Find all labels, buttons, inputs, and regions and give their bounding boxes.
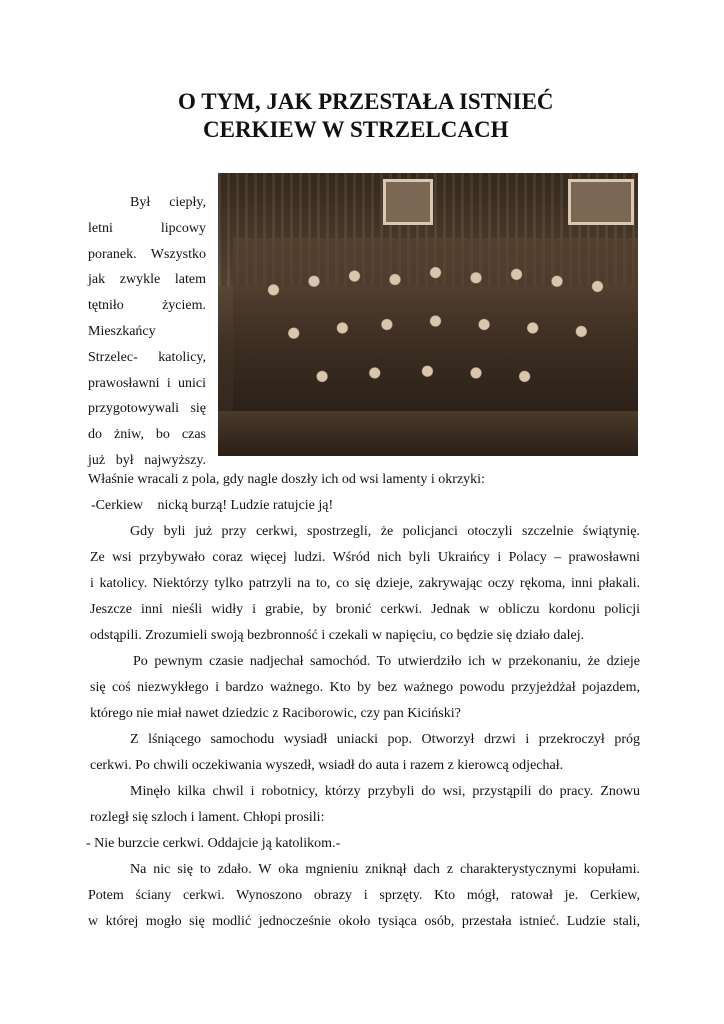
body-line: Właśnie wracali z pola, gdy nagle doszły ich od wsi lamenty i okrzyki: <box>88 472 485 487</box>
body-line: się coś niezwykłego i bardzo ważnego. Kto by bez ważnego powodu przyjeżdżał pojazdem, <box>90 680 640 695</box>
body-line: - Nie burzcie cerkwi. Oddajcie ją katolikom.- <box>86 836 341 851</box>
body-line: rozległ się szloch i lament. Chłopi prosili: <box>90 810 325 825</box>
side-line: Strzelec- katolicy, <box>88 349 206 365</box>
body-line: Gdy byli już przy cerkwi, spostrzegli, że policjanci otoczyli szczelnie świątynię. <box>130 524 640 539</box>
body-line: Po pewnym czasie nadjechał samochód. To utwierdziło ich w przekonaniu, że dzieje <box>133 654 640 669</box>
side-line: przygotowywali się <box>88 401 206 417</box>
photo-window <box>383 179 433 225</box>
body-line: Potem ściany cerkwi. Wynoszono obrazy i sprzęty. Kto mógł, ratował je. Cerkiew, <box>88 888 640 903</box>
body-line: Na nic się to zdało. W oka mgnieniu zniknął dach z charakterystycznymi kopułami. <box>130 862 640 877</box>
side-line: do żniw, bo czas <box>88 427 206 443</box>
photo-crowd <box>233 238 638 411</box>
photo-ground <box>218 411 638 456</box>
side-line: tętniło życiem. <box>88 298 206 314</box>
body-line: Jeszcze inni nieśli widły i grabie, by bronić cerkwi. Jednak w obliczu kordonu policji <box>90 602 640 617</box>
group-photo <box>218 173 638 456</box>
body-line: i katolicy. Niektórzy tylko patrzyli na to, co się dzieje, zakrywając oczy rękoma, inni płakali. <box>90 576 640 591</box>
side-paragraph <box>88 190 206 474</box>
side-line: już był najwyższy. <box>88 452 206 468</box>
body-line: Z lśniącego samochodu wysiadł uniacki pop. Otworzył drzwi i przekroczył próg <box>130 732 640 747</box>
body-line: Ze wsi przybywało coraz więcej ludzi. Wśród nich byli Ukraińcy i Polacy – prawosławni <box>90 550 640 565</box>
body-line: w której mogło się modlić jednocześnie około tysiąca osób, przestała istnieć. Ludzie stali, <box>88 914 640 929</box>
photo-window <box>568 179 634 225</box>
body-line: którego nie miał nawet dziedzic z Raciborowic, czy pan Kiciński? <box>90 706 461 721</box>
title-line-2: CERKIEW W STRZELCACH <box>203 117 509 142</box>
side-line: poranek. Wszystko <box>88 246 206 262</box>
body-line: cerkwi. Po chwili oczekiwania wyszedł, wsiadł do auta i razem z kierowcą odjechał. <box>90 758 564 773</box>
body-line: -Cerkiew nicką burzą! Ludzie ratujcie ją! <box>91 498 323 513</box>
side-line: letni lipcowy <box>88 220 206 236</box>
body-line: odstąpili. Zrozumieli swoją bezbronność i czekali w napięciu, co będzie się działo dalej. <box>90 628 585 643</box>
side-line: jak zwykle latem <box>88 272 206 288</box>
side-line: prawosławni i unici <box>88 375 206 391</box>
side-line: Był ciepły, <box>130 195 206 210</box>
title-line-1: O TYM, JAK PRZESTAŁA ISTNIEĆ <box>178 89 554 114</box>
body-line: Minęło kilka chwil i robotnicy, którzy przybyli do wsi, przystąpili do pracy. Znowu <box>130 784 640 799</box>
side-line: Mieszkańcy <box>88 323 156 339</box>
